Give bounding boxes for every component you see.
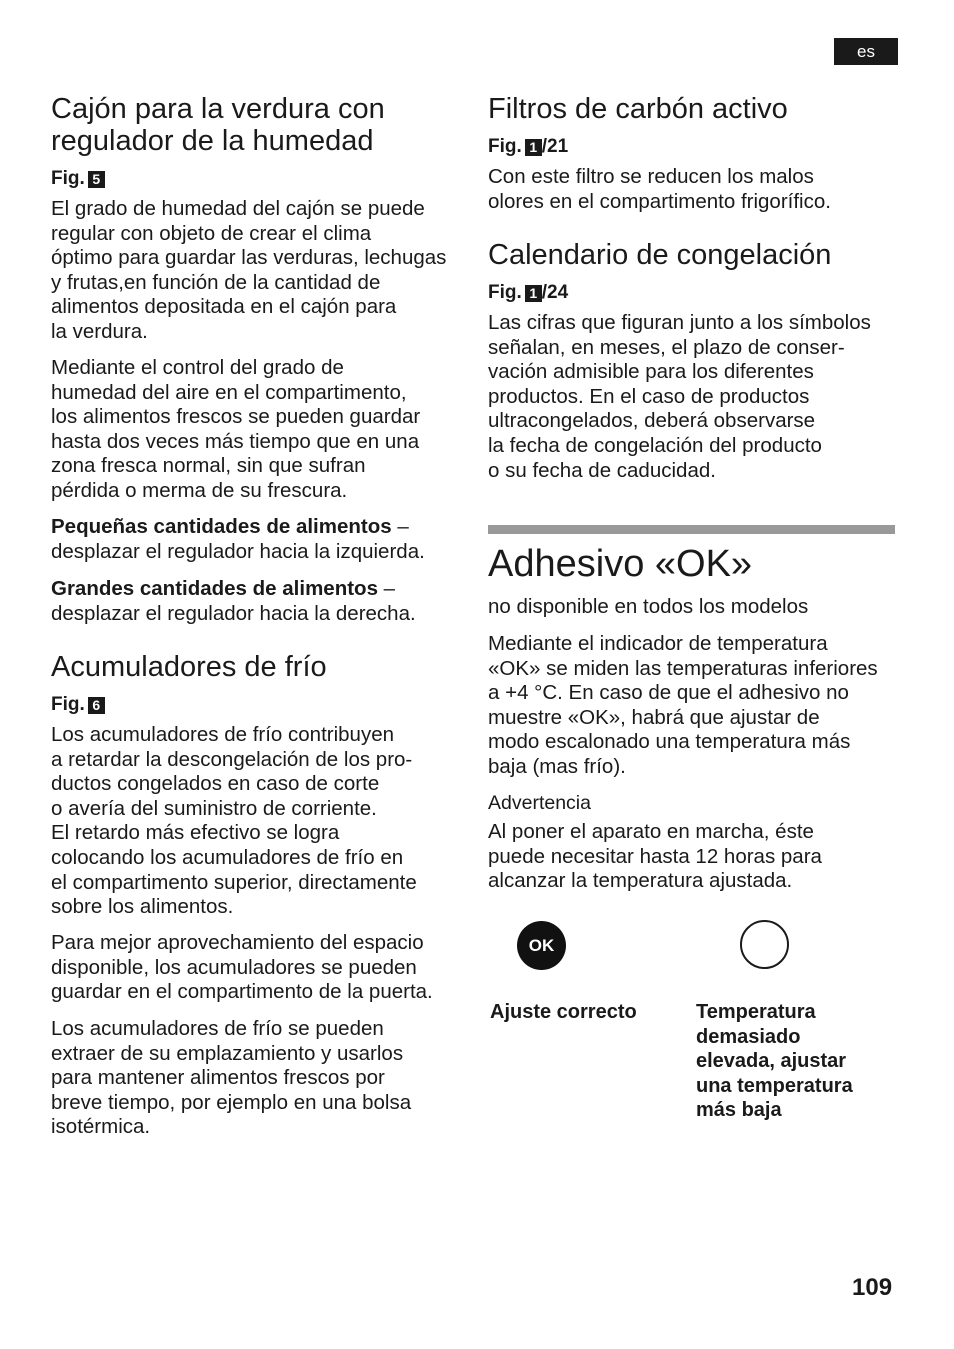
fig-label: Fig. (488, 136, 522, 157)
paragraph-cold-1: Los acumuladores de frío contribuyen a retardar la descongelación de los pro- ductos congelados en caso de corte o avería del suministro de corriente. El retardo más efectivo se logra colocando los acumuladores de frío en el compartimento superior, directamente sobre los alimentos. (51, 723, 417, 919)
heading-ok-sticker: Adhesivo «OK» (488, 543, 753, 585)
text-large: – desplazar el regulador hacia la derecha. (51, 577, 416, 625)
fig-reference-6 (51, 693, 105, 717)
warning-heading: Advertencia (488, 792, 591, 814)
heading-vegetable-drawer: Cajón para la verdura con regulador de la humedad (51, 93, 385, 157)
instruction-small-quantities (51, 515, 425, 564)
paragraph-filters: Con este filtro se reducen los malos olores en el compartimento frigorífico. (488, 165, 831, 213)
heading-cold-accumulators: Acumuladores de frío (51, 651, 327, 683)
caption-temperature-too-high: Temperatura demasiado elevada, ajustar una temperatura más baja (696, 1001, 853, 1122)
paragraph-calendar: Las cifras que figuran junto a los símbolos señalan, en meses, el plazo de conser- vación admisible para los diferentes productos. En el caso de productos ultracongelados, deberá observarse la fecha de congelación del producto o su fecha de caducidad. (488, 311, 871, 482)
heading-freezing-calendar: Calendario de congelación (488, 239, 832, 271)
note-availability: no disponible en todos los modelos (488, 595, 809, 618)
section-divider (488, 525, 895, 534)
blank-indicator-icon (740, 920, 789, 969)
paragraph-drawer-1: El grado de humedad del cajón se puede regular con objeto de crear el clima óptimo para guardar las verduras, lechugas y frutas,en función de la cantidad de alimentos depositada en el cajón para la verdura. (51, 197, 447, 343)
fig-number-box: 1 (525, 285, 542, 302)
ok-indicator-icon: OK (517, 921, 566, 970)
warning-text: Al poner el aparato en marcha, éste puede necesitar hasta 12 horas para alcanzar la temperatura ajustada. (488, 820, 822, 893)
fig-suffix: /21 (541, 136, 569, 157)
fig-suffix: /24 (541, 282, 569, 303)
fig-label: Fig. (51, 168, 85, 189)
paragraph-cold-2: Para mejor aprovechamiento del espacio disponible, los acumuladores se pueden guardar en el compartimento de la puerta. (51, 931, 433, 1004)
fig-number-box: 1 (525, 139, 542, 156)
caption-correct-setting: Ajuste correcto (490, 1001, 637, 1023)
fig-reference-5 (51, 167, 105, 191)
page-number: 109 (852, 1274, 893, 1301)
fig-label: Fig. (488, 282, 522, 303)
text-small: – desplazar el regulador hacia la izquierda. (51, 515, 425, 563)
paragraph-sticker: Mediante el indicador de temperatura «OK» se miden las temperaturas inferiores a +4 °C. En caso de que el adhesivo no muestre «OK», habrá que ajustar de modo escalonado una temperatura más baja (mas frío). (488, 632, 878, 778)
fig-reference-1-24 (488, 281, 568, 305)
fig-label: Fig. (51, 694, 85, 715)
paragraph-cold-3: Los acumuladores de frío se pueden extraer de su emplazamiento y usarlos para mantener alimentos frescos por breve tiempo, por ejemplo en una bolsa isotérmica. (51, 1017, 412, 1139)
lead-large: Grandes cantidades de alimentos (51, 577, 378, 600)
lead-small: Pequeñas cantidades de alimentos (51, 515, 392, 538)
heading-carbon-filters: Filtros de carbón activo (488, 93, 788, 125)
language-badge: es (834, 38, 898, 65)
fig-number-box: 5 (88, 171, 105, 188)
instruction-large-quantities (51, 577, 416, 626)
fig-number-box: 6 (88, 697, 105, 714)
fig-reference-1-21 (488, 135, 568, 159)
paragraph-drawer-2: Mediante el control del grado de humedad del aire en el compartimento, los alimentos frescos se pueden guardar hasta dos veces más tiempo que en una zona fresca normal, sin que sufran pérdida o merma de su frescura. (51, 356, 421, 502)
